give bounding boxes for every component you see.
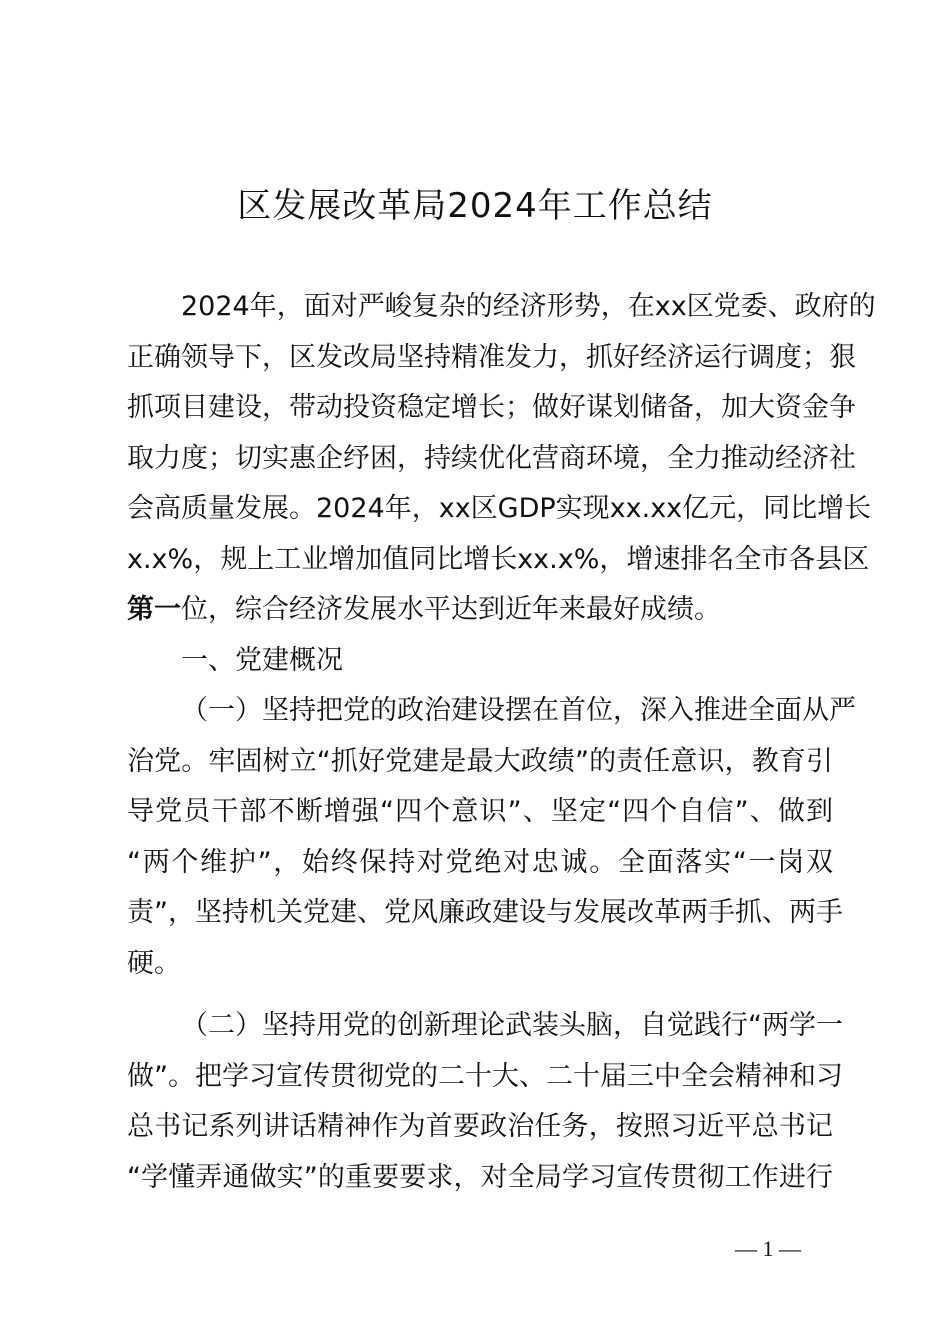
document-body: [127, 282, 876, 1203]
paragraph-1-line-4: 取力度；切实惠企纾困，持续优化营商环境，全力推动经济社: [127, 442, 856, 474]
paragraph-2-line-4: “两个维护”，始终保持对党绝对忠诚。全面落实“一岗双: [127, 846, 833, 878]
paragraph-2-line-3: 导党员干部不断增强“四个意识”、坚定“四个自信”、做到: [127, 796, 833, 827]
paragraph-1-line-7: [127, 585, 833, 636]
paragraph-2-line-1: （一）坚持把党的政治建设摆在首位，深入推进全面从严: [181, 695, 856, 726]
paragraph-3-line-3: 总书记系列讲话精神作为首要政治任务，按照习近平总书记: [127, 1111, 833, 1142]
paragraph-1-line-6: x.x%，规上工业增加值同比增长xx.x%，增速排名全市各县区: [127, 543, 870, 575]
paragraph-1-line-2: 正确领导下，区发改局坚持精准发力，抓好经济运行调度；狠: [127, 341, 856, 373]
paragraph-2-line-2: 治党。牢固树立“抓好党建是最大政绩”的责任意识，教育引: [127, 745, 833, 777]
document-title: 区发展改革局2024年工作总结: [237, 186, 713, 226]
paragraph-2-line-5: 责”，坚持机关党建、党风廉政建设与发展改革两手抓、两手: [127, 897, 843, 928]
emphasis-first-place: 第一: [127, 594, 181, 625]
page-number: — 1 —: [735, 1236, 801, 1261]
paragraph-3-line-2: 做”。把学习宣传贯彻党的二十大、二十届三中全会精神和习: [127, 1060, 843, 1092]
paragraph-3-line-4: “学懂弄通做实”的重要要求，对全局学习宣传贯彻工作进行: [127, 1161, 833, 1193]
section-heading-party-building: 一、党建概况: [181, 644, 343, 676]
paragraph-1-line-3: 抓项目建设，带动投资稳定增长；做好谋划储备，加大资金争: [127, 392, 856, 423]
paragraph-gap: [127, 989, 833, 1001]
paragraph-2-line-6: 硬。: [127, 947, 181, 979]
paragraph-1-line-1: 2024年，面对严峻复杂的经济形势，在xx区党委、政府的: [181, 291, 876, 322]
paragraph-1-line-5: 会高质量发展。2024年，xx区GDP实现xx.xx亿元，同比增长: [127, 493, 872, 524]
paragraph-1-line-7-rest: 位，综合经济发展水平达到近年来最好成绩。: [181, 594, 721, 625]
paragraph-3-line-1: （二）坚持用党的创新理论武装头脑，自觉践行“两学一: [181, 1010, 843, 1041]
